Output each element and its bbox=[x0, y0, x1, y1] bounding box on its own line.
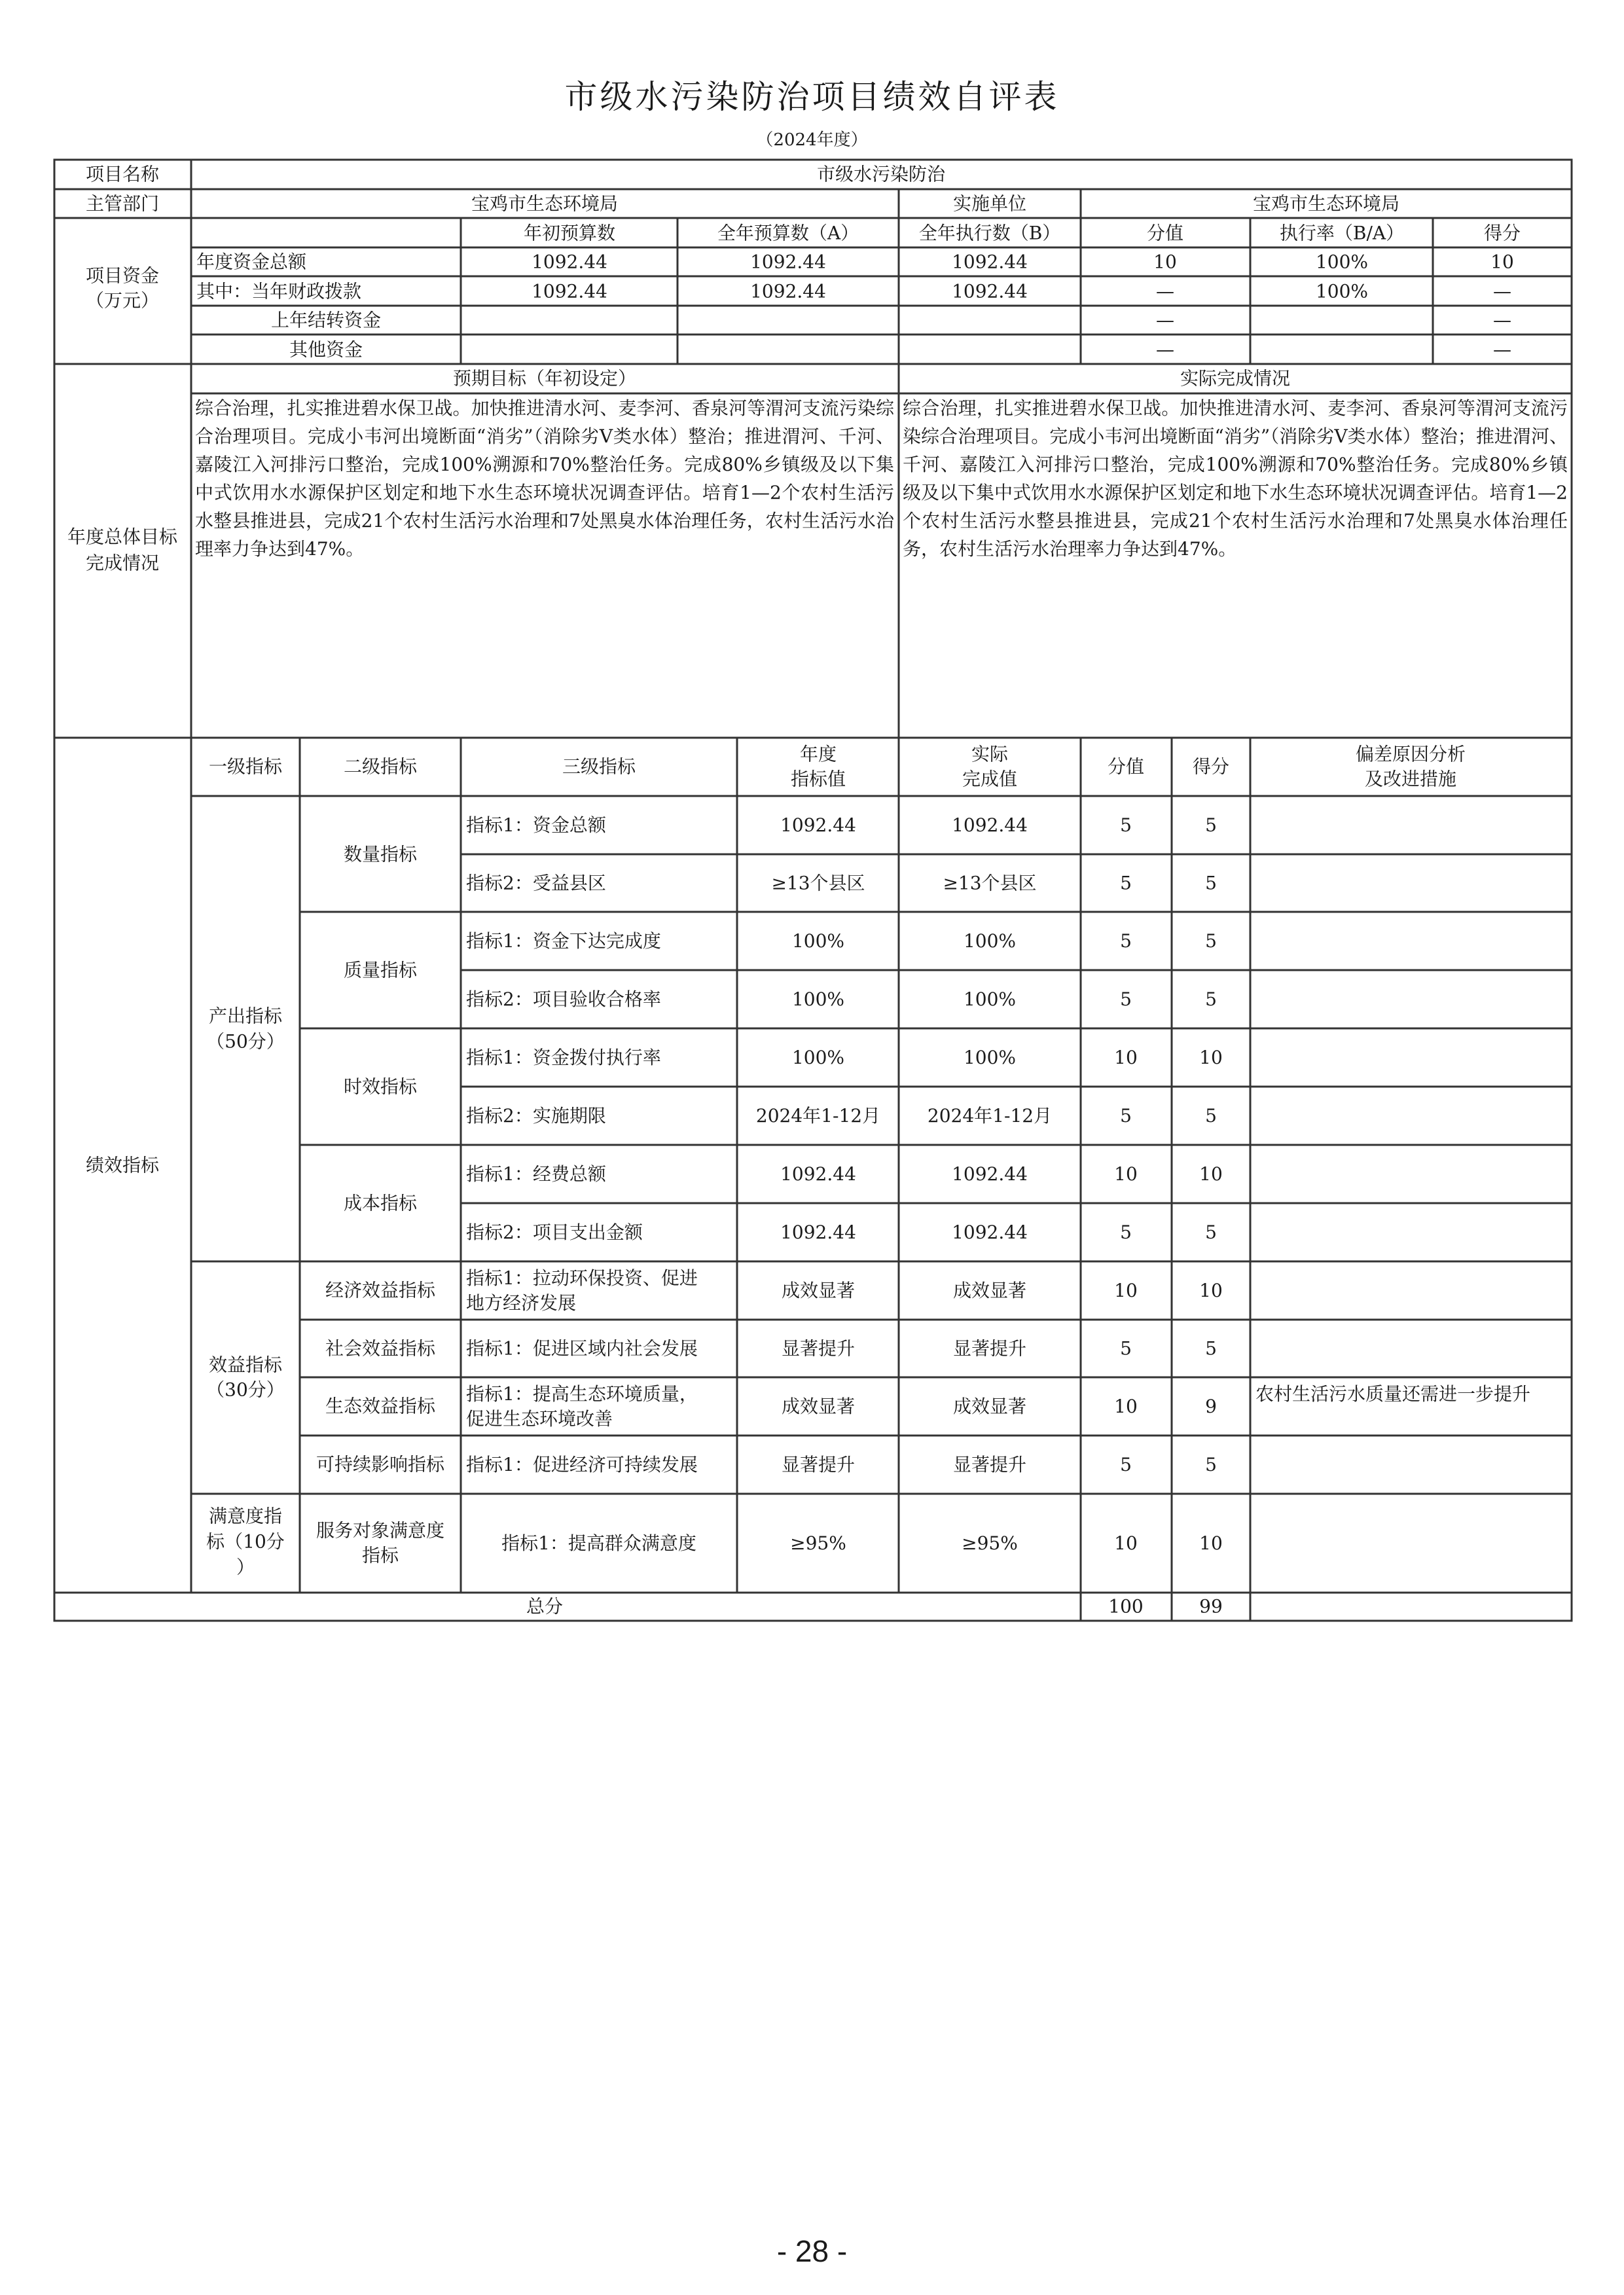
level1-output: （50分） bbox=[206, 1030, 285, 1053]
value-project-name: 市级水污染防治 bbox=[816, 163, 946, 185]
indicator-name: 指标1：促进区域内社会发展 bbox=[466, 1337, 698, 1360]
page-title: 市级水污染防治项目绩效自评表 bbox=[564, 78, 1060, 116]
indicator-score-value: 5 bbox=[1120, 988, 1132, 1010]
funds-cell: — bbox=[1493, 309, 1511, 331]
level2-sustainability: 可持续影响指标 bbox=[316, 1453, 445, 1475]
label-department: 主管部门 bbox=[85, 192, 160, 215]
indicator-score: 9 bbox=[1205, 1396, 1217, 1417]
performance-group-label: 绩效指标 bbox=[85, 1154, 160, 1176]
level1-satisfaction: 满意度指 bbox=[208, 1505, 283, 1527]
funds-cell: — bbox=[1156, 280, 1174, 302]
indicator-name: 指标2：受益县区 bbox=[466, 872, 606, 894]
indicator-target: ≥95% bbox=[790, 1532, 846, 1554]
indicator-score-value: 5 bbox=[1120, 1454, 1132, 1475]
indicator-name-line2: 促进生态环境改善 bbox=[466, 1408, 613, 1430]
funds-row-label: 上年结转资金 bbox=[270, 309, 382, 331]
col-header-level2: 二级指标 bbox=[343, 755, 418, 778]
indicator-score-value: 5 bbox=[1120, 1105, 1132, 1127]
indicator-score: 10 bbox=[1199, 1163, 1223, 1185]
indicator-actual: 100% bbox=[963, 930, 1017, 952]
indicator-name: 指标2：项目支出金额 bbox=[466, 1221, 643, 1243]
funds-cell: 1092.44 bbox=[532, 251, 607, 273]
funds-cell: 1092.44 bbox=[952, 280, 1028, 302]
funds-header: 分值 bbox=[1146, 222, 1184, 244]
indicator-name: 指标1：资金拨付执行率 bbox=[466, 1047, 661, 1068]
total-score-value: 100 bbox=[1108, 1595, 1144, 1617]
funds-row-label: 年度资金总额 bbox=[196, 251, 307, 273]
indicator-actual: ≥95% bbox=[962, 1532, 1018, 1554]
funds-cell: — bbox=[1493, 338, 1511, 361]
funds-header: 执行率（B/A） bbox=[1279, 222, 1405, 244]
label-implementing-unit: 实施单位 bbox=[952, 192, 1027, 215]
level2-social: 社会效益指标 bbox=[325, 1337, 436, 1360]
indicator-score-value: 5 bbox=[1120, 1221, 1132, 1243]
indicator-score: 5 bbox=[1205, 814, 1217, 836]
indicator-score-value: 10 bbox=[1114, 1047, 1138, 1068]
indicator-target: 1092.44 bbox=[780, 1221, 856, 1243]
funds-header: 得分 bbox=[1483, 222, 1521, 244]
indicator-score-value: 10 bbox=[1114, 1396, 1138, 1417]
funds-cell: 100% bbox=[1315, 280, 1369, 302]
funds-cell: 1092.44 bbox=[952, 251, 1028, 273]
level2-ecological: 生态效益指标 bbox=[325, 1395, 436, 1417]
expected-goal-header: 预期目标（年初设定） bbox=[452, 367, 637, 389]
funds-cell: 10 bbox=[1490, 251, 1514, 273]
col-header-deviation: 偏差原因分析 bbox=[1355, 743, 1466, 765]
indicator-name: 指标1：资金下达完成度 bbox=[466, 930, 661, 952]
funds-cell: — bbox=[1156, 309, 1174, 331]
label-project-name: 项目名称 bbox=[85, 163, 160, 185]
level1-output: 产出指标 bbox=[208, 1005, 283, 1027]
level1-satisfaction: ） bbox=[236, 1556, 255, 1578]
indicator-score-value: 5 bbox=[1120, 1337, 1132, 1360]
level2-satisfaction: 指标 bbox=[361, 1544, 399, 1566]
indicator-score: 5 bbox=[1205, 1105, 1217, 1127]
col-header-level1: 一级指标 bbox=[208, 755, 283, 778]
indicator-name: 指标1：提高群众满意度 bbox=[501, 1532, 696, 1554]
value-department: 宝鸡市生态环境局 bbox=[471, 192, 619, 215]
indicator-score-value: 5 bbox=[1120, 872, 1132, 894]
level2-timeliness: 时效指标 bbox=[343, 1075, 418, 1098]
indicator-target: ≥13个县区 bbox=[771, 872, 865, 894]
total-score: 99 bbox=[1199, 1595, 1223, 1617]
funds-header: 全年执行数（B） bbox=[918, 222, 1061, 244]
indicator-target: 1092.44 bbox=[780, 1163, 856, 1185]
indicator-target: 显著提升 bbox=[781, 1337, 856, 1360]
indicator-score-value: 5 bbox=[1120, 930, 1132, 952]
expected-goal-text: 综合治理，扎实推进碧水保卫战。加快推进清水河、麦李河、香泉河等渭河支流污染综合治理项目。完成小韦河出境断面“消劣”（消除劣Ⅴ类水体）整治；推进渭河、千河、嘉陵江入河排污口整治，完成100%溯源和70%整治任务。完成80%乡镇级及以下集中式饮用水水源保护区划定和地下水生态环境状况调查评估。培育1—2个农村生活污水整县推进县，完成21个农村生活污水治理和7处黑臭水体治理任务，农村生活污水治理率力争达到47%。 bbox=[195, 397, 894, 560]
indicator-target: 100% bbox=[791, 930, 845, 952]
actual-result-text: 综合治理，扎实推进碧水保卫战。加快推进清水河、麦李河、香泉河等渭河支流污染综合治理项目。完成小韦河出境断面“消劣”（消除劣Ⅴ类水体）整治；推进渭河、千河、嘉陵江入河排污口整治，完成100%溯源和70%整治任务。完成80%乡镇级及以下集中式饮用水水源保护区划定和地下水生态环境状况调查评估。培育1—2个农村生活污水整县推进县，完成21个农村生活污水治理和7处黑臭水体治理任务，农村生活污水治理率力争达到47%。 bbox=[903, 397, 1568, 560]
indicator-actual: 1092.44 bbox=[952, 1221, 1028, 1243]
value-implementing-unit: 宝鸡市生态环境局 bbox=[1252, 192, 1400, 215]
col-header-actual: 实际 bbox=[971, 743, 1009, 765]
indicator-score-value: 10 bbox=[1114, 1532, 1138, 1554]
col-header-target: 指标值 bbox=[790, 768, 846, 790]
indicator-score: 10 bbox=[1199, 1280, 1223, 1301]
funds-cell: 1092.44 bbox=[532, 280, 607, 302]
indicator-actual: 成效显著 bbox=[952, 1396, 1027, 1417]
level2-quantity: 数量指标 bbox=[343, 843, 418, 865]
indicator-target: 100% bbox=[791, 1047, 845, 1068]
goals-label: 完成情况 bbox=[85, 552, 160, 574]
indicator-score-value: 10 bbox=[1114, 1163, 1138, 1185]
funds-cell: 10 bbox=[1153, 251, 1177, 273]
indicator-score-value: 5 bbox=[1120, 814, 1132, 836]
funds-header: 全年预算数（A） bbox=[717, 222, 859, 244]
funds-group-unit: （万元） bbox=[85, 289, 160, 312]
col-header-level3: 三级指标 bbox=[562, 755, 636, 778]
indicator-score: 10 bbox=[1199, 1047, 1223, 1068]
indicator-score: 5 bbox=[1205, 930, 1217, 952]
indicator-name: 指标1：资金总额 bbox=[466, 814, 606, 836]
actual-result-header: 实际完成情况 bbox=[1180, 367, 1291, 389]
indicator-score-value: 10 bbox=[1114, 1280, 1138, 1301]
indicator-actual: 1092.44 bbox=[952, 1163, 1028, 1185]
indicator-name-line2: 地方经济发展 bbox=[466, 1292, 577, 1314]
funds-header: 年初预算数 bbox=[523, 222, 616, 244]
col-header-score: 得分 bbox=[1192, 755, 1230, 778]
level1-benefit: （30分） bbox=[206, 1379, 285, 1401]
level2-satisfaction: 服务对象满意度 bbox=[316, 1519, 445, 1542]
indicator-actual: 1092.44 bbox=[952, 814, 1028, 836]
indicator-actual: 显著提升 bbox=[952, 1337, 1027, 1360]
funds-cell: — bbox=[1493, 280, 1511, 302]
funds-cell: 1092.44 bbox=[750, 251, 826, 273]
indicator-target: 成效显著 bbox=[781, 1280, 856, 1301]
indicator-actual: 成效显著 bbox=[952, 1280, 1027, 1301]
indicator-actual: 100% bbox=[963, 988, 1017, 1010]
indicator-score: 5 bbox=[1205, 1221, 1217, 1243]
indicator-target: 1092.44 bbox=[780, 814, 856, 836]
indicator-target: 2024年1-12月 bbox=[755, 1105, 881, 1127]
indicator-score: 5 bbox=[1205, 1337, 1217, 1360]
indicator-target: 显著提升 bbox=[781, 1454, 856, 1475]
indicator-name: 指标1：促进经济可持续发展 bbox=[466, 1454, 698, 1475]
col-header-actual: 完成值 bbox=[962, 768, 1018, 790]
total-label: 总分 bbox=[526, 1595, 564, 1617]
page-number: - 28 - bbox=[776, 2234, 848, 2268]
indicator-rows bbox=[466, 814, 1223, 1554]
indicator-name: 指标2：项目验收合格率 bbox=[466, 988, 661, 1010]
level2-cost: 成本指标 bbox=[343, 1192, 418, 1214]
indicator-score: 10 bbox=[1199, 1532, 1223, 1554]
level1-satisfaction: 标（10分 bbox=[206, 1530, 285, 1553]
indicator-score: 5 bbox=[1205, 1454, 1217, 1475]
indicator-actual: 显著提升 bbox=[952, 1454, 1027, 1475]
indicator-actual: 2024年1-12月 bbox=[927, 1105, 1053, 1127]
indicator-score: 5 bbox=[1205, 872, 1217, 894]
indicator-name: 指标1：提高生态环境质量， bbox=[466, 1383, 698, 1405]
funds-group-label: 项目资金 bbox=[85, 264, 160, 287]
funds-row-label: 其他资金 bbox=[289, 338, 363, 361]
funds-cell: — bbox=[1156, 338, 1174, 361]
indicator-name: 指标1：拉动环保投资、促进 bbox=[466, 1267, 698, 1289]
indicator-actual: ≥13个县区 bbox=[943, 872, 1037, 894]
funds-row-label: 其中：当年财政拨款 bbox=[196, 280, 362, 302]
funds-cell: 100% bbox=[1315, 251, 1369, 273]
indicator-name: 指标1：经费总额 bbox=[466, 1163, 606, 1185]
indicator-actual: 100% bbox=[963, 1047, 1017, 1068]
funds-cell: 1092.44 bbox=[750, 280, 826, 302]
level1-benefit: 效益指标 bbox=[208, 1354, 283, 1376]
year-subtitle: （2024年度） bbox=[756, 130, 868, 150]
level2-quality: 质量指标 bbox=[343, 959, 418, 981]
indicator-name: 指标2：实施期限 bbox=[466, 1105, 606, 1127]
goals-label: 年度总体目标 bbox=[67, 526, 178, 548]
col-header-score-value: 分值 bbox=[1107, 755, 1145, 778]
col-header-deviation: 及改进措施 bbox=[1364, 768, 1457, 790]
indicator-score: 5 bbox=[1205, 988, 1217, 1010]
level2-economic: 经济效益指标 bbox=[325, 1279, 436, 1301]
indicator-target: 100% bbox=[791, 988, 845, 1010]
indicator-target: 成效显著 bbox=[781, 1396, 856, 1417]
col-header-target: 年度 bbox=[799, 743, 837, 765]
deviation-note: 农村生活污水质量还需进一步提升 bbox=[1255, 1383, 1531, 1405]
